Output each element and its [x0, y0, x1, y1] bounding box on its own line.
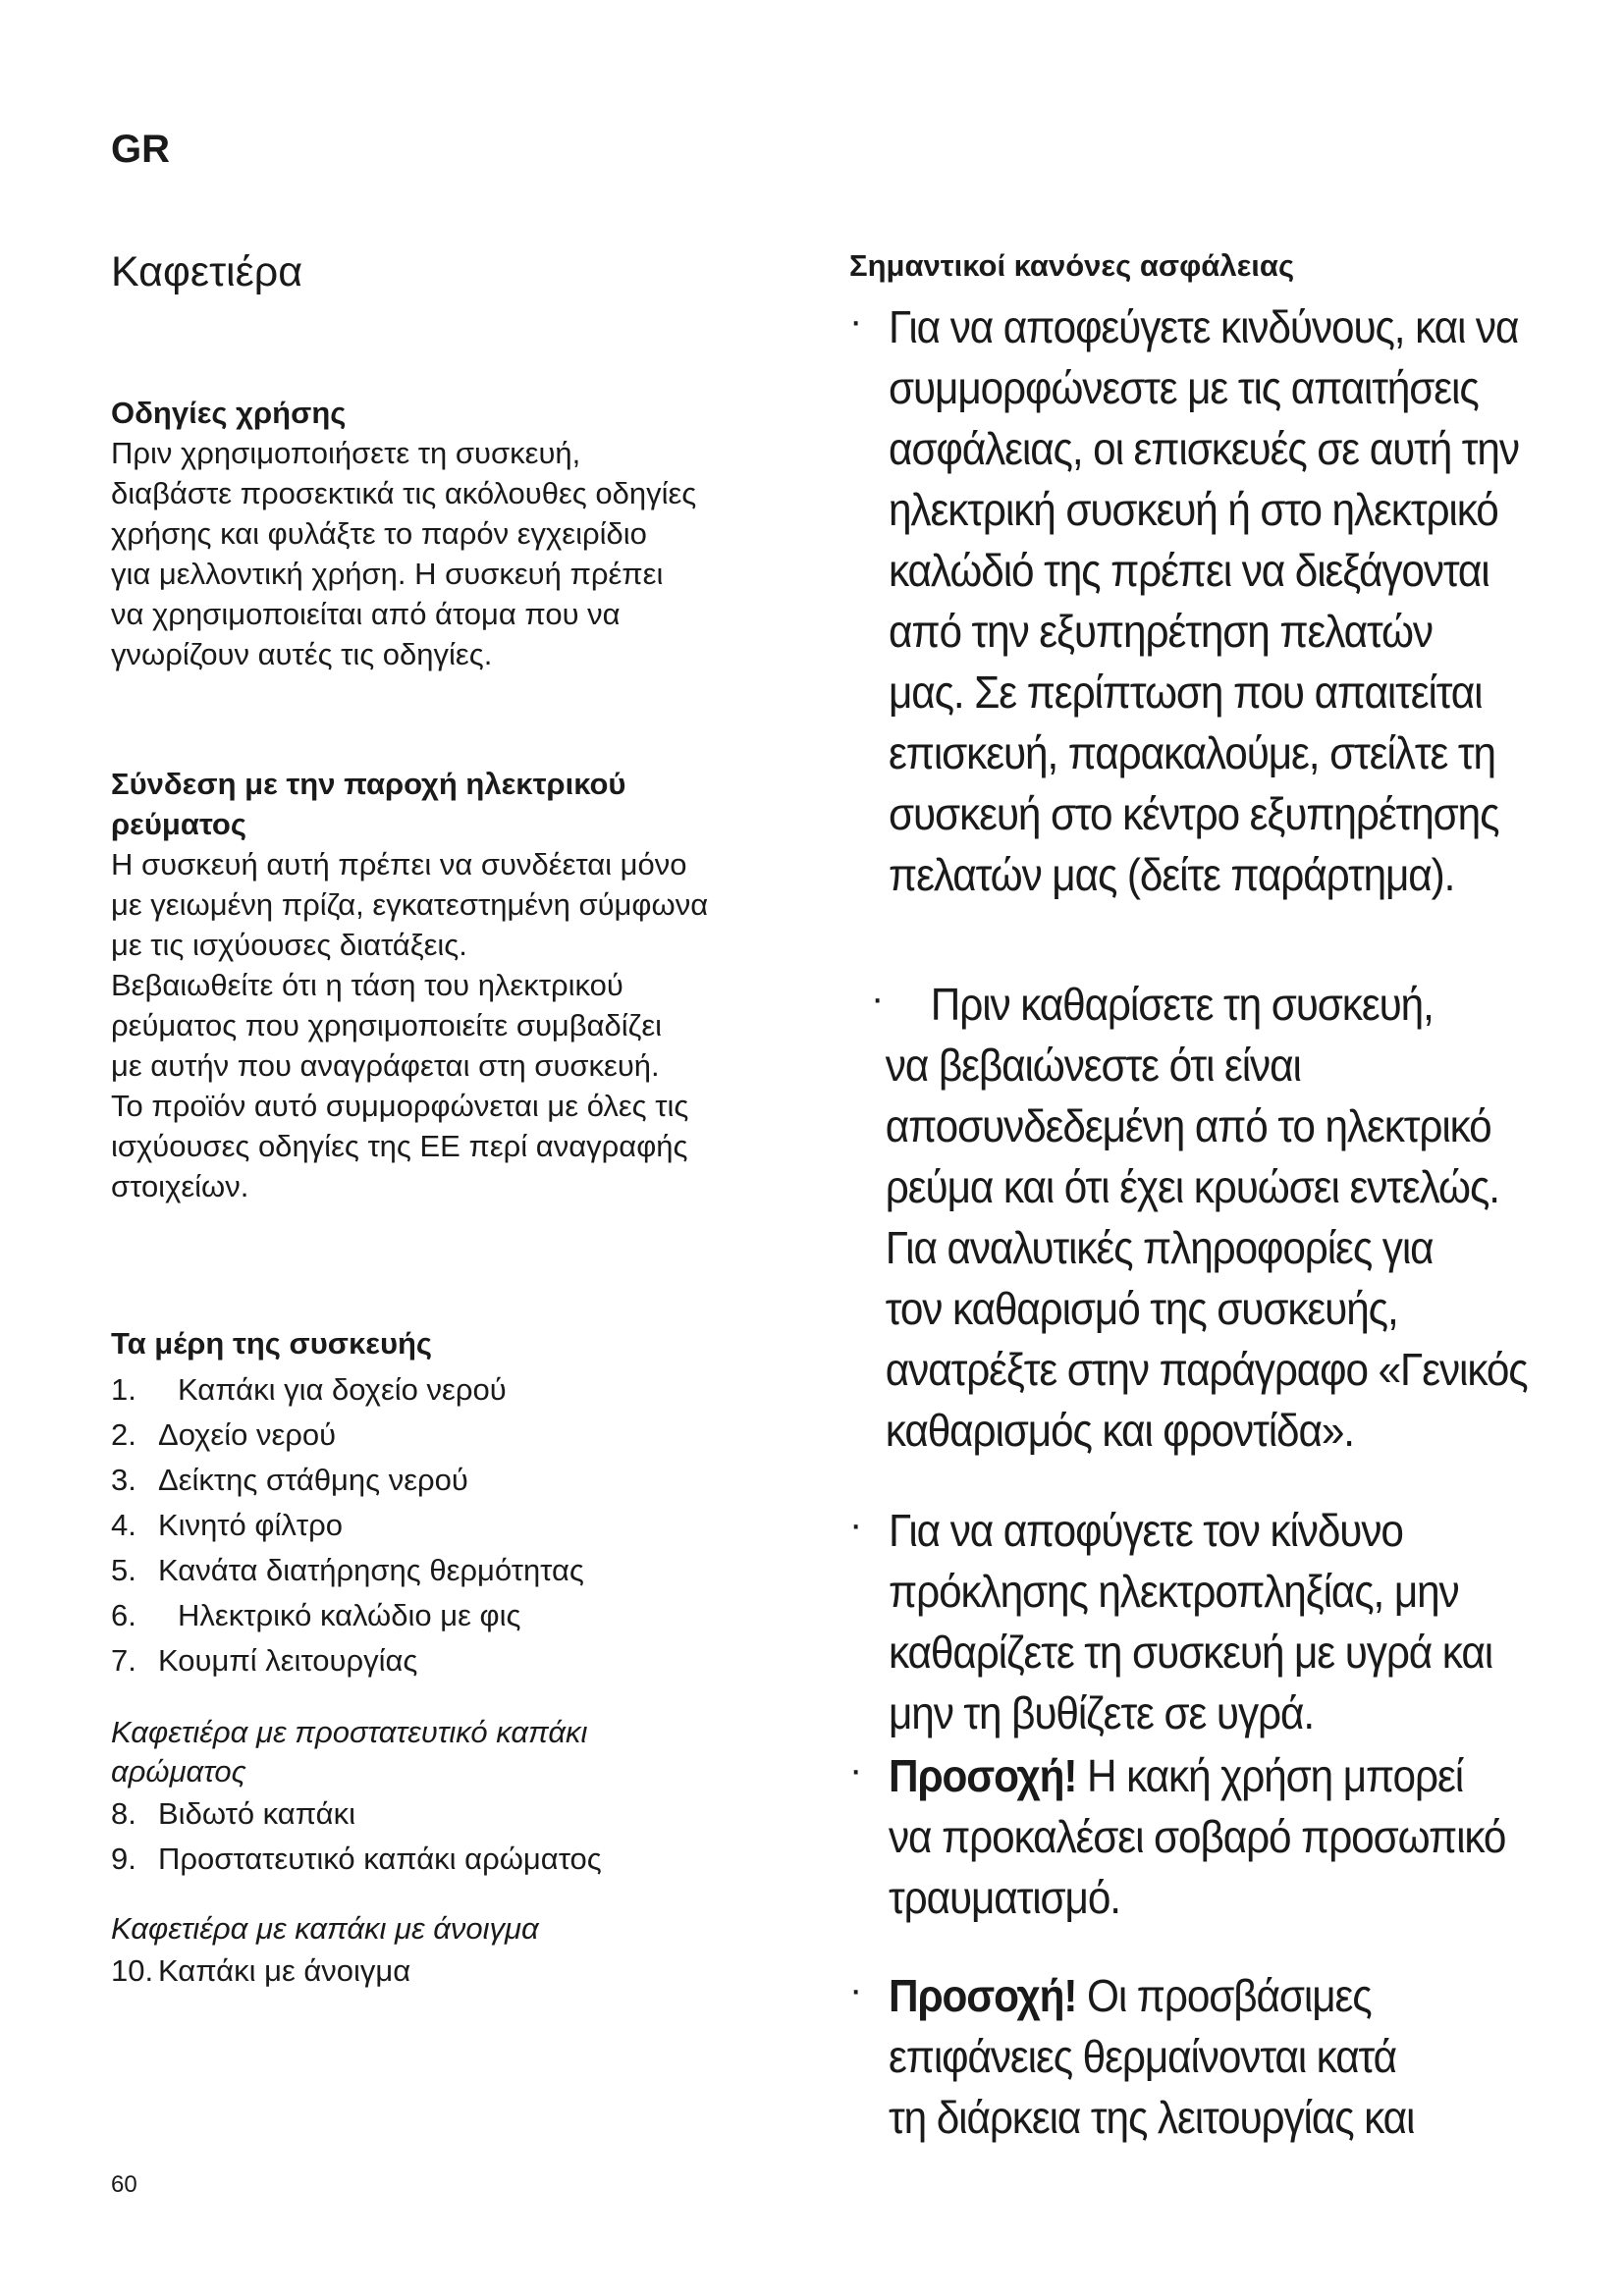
list-item-label: Κινητό φίλτρο — [158, 1508, 344, 1542]
instructions-section — [111, 393, 818, 674]
text-line: για μελλοντική χρήση. Η συσκευή πρέπει — [111, 557, 664, 591]
list-item-label: Δείκτης στάθμης νερού — [158, 1463, 468, 1497]
language-code: GR — [111, 128, 170, 171]
connection-heading-line1: Σύνδεση με την παροχή ηλεκτρικού — [111, 767, 626, 801]
text-line: Για αναλυτικές πληροφορίες για — [885, 1222, 1434, 1273]
text-line: συσκευή στο κέντρο εξυπηρέτησης — [889, 788, 1499, 839]
text-line: με τις ισχύουσες διατάξεις. — [111, 928, 467, 962]
variant1-heading-line2: αρώματος — [111, 1754, 246, 1789]
text-line: Η συσκευή αυτή πρέπει να συνδέεται μόνο — [111, 847, 687, 881]
list-item — [111, 1413, 818, 1458]
page-title: Καφετιέρα — [111, 248, 303, 295]
list-item-number: 2. — [111, 1417, 136, 1452]
text-line: πρόκλησης ηλεκτροπληξίας, μην — [889, 1566, 1459, 1617]
connection-section — [111, 764, 818, 1206]
safety-bullet-4-rest: Η κακή χρήση μπορεί — [1076, 1750, 1464, 1801]
bullet-dot: · — [849, 1748, 863, 1791]
list-item-label: Προστατευτικό καπάκι αρώματος — [158, 1842, 602, 1876]
bullet-dot: · — [871, 977, 885, 1020]
list-item — [111, 1503, 818, 1548]
warning-label: Προσοχή! — [889, 1750, 1077, 1801]
list-item-label: Δοχείο νερού — [158, 1417, 337, 1452]
text-line: με γειωμένη πρίζα, εγκατεστημένη σύμφωνα — [111, 887, 709, 922]
safety-bullet-5-rest: Οι προσβάσιμες — [1076, 1970, 1372, 2021]
list-item-label: Ηλεκτρικό καλώδιο με φις — [178, 1598, 521, 1632]
instructions-heading: Οδηγίες χρήσης — [111, 396, 347, 430]
text-line: Πριν χρησιμοποιήσετε τη συσκευή, — [111, 436, 581, 470]
safety-bullet-4-first-line — [889, 1745, 1485, 1806]
safety-bullet-1-text — [889, 296, 1519, 905]
parts-heading: Τα μέρη της συσκευής — [111, 1326, 433, 1361]
text-line: να βεβαιώνεστε ότι είναι — [885, 1040, 1301, 1091]
list-item-number: 10. — [111, 1953, 154, 1988]
list-item — [111, 1548, 818, 1593]
list-item-label: Βιδωτό καπάκι — [158, 1796, 355, 1831]
text-line: καλώδιό της πρέπει να διεξάγονται — [889, 545, 1489, 596]
list-item-number: 5. — [111, 1553, 136, 1587]
list-item-number: 4. — [111, 1508, 136, 1542]
variant2-heading: Καφετιέρα με καπάκι με άνοιγμα — [111, 1911, 539, 1946]
text-line: ρεύμα και ότι έχει κρυώσει εντελώς. — [885, 1161, 1499, 1212]
text-line: αποσυνδεδεμένη από το ηλεκτρικό — [885, 1100, 1491, 1151]
text-line: τραυματισμό. — [889, 1872, 1120, 1923]
connection-text — [111, 844, 818, 1206]
bullet-dot: · — [849, 1503, 863, 1546]
text-line: επισκευή, παρακαλούμε, στείλτε τη — [889, 727, 1495, 778]
list-item — [111, 1949, 818, 1994]
bullet-dot: · — [849, 1968, 863, 2011]
list-item — [111, 1837, 818, 1882]
list-item — [111, 1593, 818, 1638]
text-line: τον καθαρισμό της συσκευής, — [885, 1283, 1398, 1334]
text-line: πελατών μας (δείτε παράρτημα). — [889, 849, 1455, 900]
text-line: μην τη βυθίζετε σε υγρά. — [889, 1687, 1315, 1738]
text-line: ισχύουσες οδηγίες της ΕΕ περί αναγραφής — [111, 1129, 688, 1163]
list-item — [111, 1367, 818, 1413]
text-line: να προκαλέσει σοβαρό προσωπικό — [889, 1811, 1506, 1862]
text-line: γνωρίζουν αυτές τις οδηγίες. — [111, 637, 493, 671]
safety-heading: Σημαντικοί κανόνες ασφάλειας — [849, 248, 1295, 283]
connection-heading-line2: ρεύματος — [111, 807, 246, 841]
text-line: ρεύματος που χρησιμοποιείτε συμβαδίζει — [111, 1008, 663, 1042]
text-line: Για να αποφεύγετε κινδύνους, και να — [889, 301, 1519, 352]
text-line: ανατρέξτε στην παράγραφο «Γενικός — [885, 1344, 1528, 1395]
text-line: τη διάρκεια της λειτουργίας και — [889, 2092, 1415, 2143]
list-item-label: Κανάτα διατήρησης θερμότητας — [158, 1553, 584, 1587]
safety-bullet-2-first-line: Πριν καθαρίσετε τη συσκευή, — [930, 979, 1434, 1030]
text-line: Το προϊόν αυτό συμμορφώνεται με όλες τις — [111, 1089, 689, 1123]
list-item-label: Κουμπί λειτουργίας — [158, 1643, 418, 1678]
list-item-number: 7. — [111, 1643, 136, 1678]
text-line: χρήσης και φυλάξτε το παρόν εγχειρίδιο — [111, 516, 647, 551]
safety-bullet-2-text — [849, 1035, 1528, 1461]
parts-list — [111, 1367, 818, 1683]
variant1-list — [111, 1791, 818, 1882]
text-line: από την εξυπηρέτηση πελατών — [889, 606, 1433, 657]
safety-bullet-5-text — [889, 2026, 1485, 2148]
variant2-list — [111, 1949, 818, 1994]
safety-bullet-4-text — [889, 1806, 1506, 1928]
list-item — [111, 1458, 818, 1503]
text-line: διαβάστε προσεκτικά τις ακόλουθες οδηγίες — [111, 476, 697, 510]
safety-bullet-3 — [849, 1500, 1537, 1743]
safety-bullet-2 — [849, 974, 1537, 1461]
text-line: Για να αποφύγετε τον κίνδυνο — [889, 1505, 1403, 1556]
list-item — [111, 1638, 818, 1683]
safety-bullet-4 — [849, 1745, 1537, 1928]
text-line: συμμορφώνεστε με τις απαιτήσεις — [889, 362, 1479, 413]
list-item-number: 9. — [111, 1842, 136, 1876]
safety-bullet-3-text — [889, 1500, 1493, 1743]
text-line: να χρησιμοποιείται από άτομα που να — [111, 597, 621, 631]
text-line: με αυτήν που αναγράφεται στη συσκευή. — [111, 1048, 660, 1083]
instructions-text — [111, 433, 818, 674]
safety-bullet-1 — [849, 296, 1537, 905]
text-line: ηλεκτρική συσκευή ή στο ηλεκτρικό — [889, 484, 1498, 535]
list-item-label: Καπάκι για δοχείο νερού — [178, 1372, 507, 1407]
bullet-dot: · — [849, 299, 863, 343]
list-item-label: Καπάκι με άνοιγμα — [158, 1953, 411, 1988]
parts-section — [111, 1323, 818, 1994]
list-item-number: 1. — [111, 1372, 136, 1407]
variant1-heading-line1: Καφετιέρα με προστατευτικό καπάκι — [111, 1715, 588, 1749]
text-line: ασφάλειας, οι επισκευές σε αυτή την — [889, 423, 1519, 474]
list-item-number: 6. — [111, 1598, 136, 1632]
list-item-number: 8. — [111, 1796, 136, 1831]
warning-label: Προσοχή! — [889, 1970, 1077, 2021]
list-item — [111, 1791, 818, 1837]
page-number: 60 — [111, 2171, 137, 2198]
safety-bullet-5-first-line — [889, 1965, 1485, 2026]
text-line: καθαρισμός και φροντίδα». — [885, 1405, 1354, 1456]
text-line: μας. Σε περίπτωση που απαιτείται — [889, 667, 1483, 718]
list-item-number: 3. — [111, 1463, 136, 1497]
text-line: επιφάνειες θερμαίνονται κατά — [889, 2031, 1396, 2082]
text-line: στοιχείων. — [111, 1169, 249, 1203]
text-line: Βεβαιωθείτε ότι η τάση του ηλεκτρικού — [111, 968, 623, 1002]
safety-bullet-5 — [849, 1965, 1537, 2148]
text-line: καθαρίζετε τη συσκευή με υγρά και — [889, 1627, 1493, 1678]
